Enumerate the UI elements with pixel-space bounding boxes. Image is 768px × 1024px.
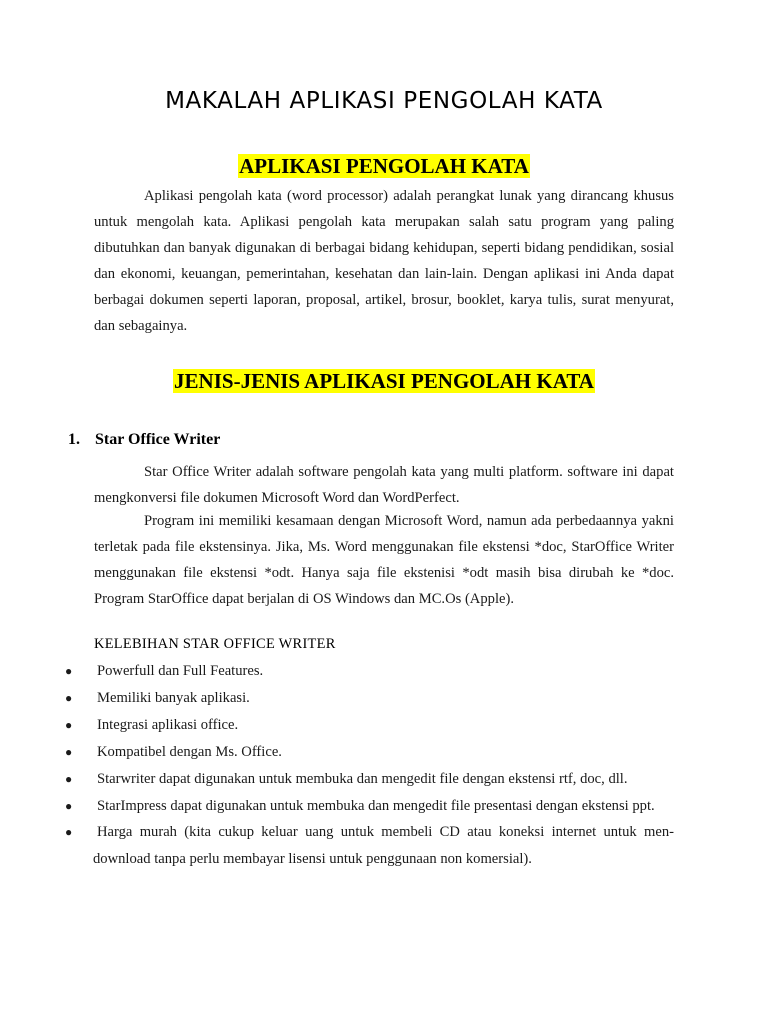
list-item-text: Integrasi aplikasi office. — [97, 716, 239, 733]
bullet-icon: ● — [65, 825, 73, 840]
star-office-paragraph-1: Star Office Writer adalah software pengolah kata yang multi platform. software ini dapat mengkonversi file dokumen Microsoft Word dan WordPerfect. — [94, 464, 674, 506]
subsection-title-text: Star Office Writer — [95, 431, 221, 448]
list-item-text: StarImpress dapat digunakan untuk membuka dan mengedit file presentasi dengan ekstensi ppt. — [97, 797, 655, 814]
subsection-title-star-office — [68, 431, 220, 449]
highlighted-heading-text: JENIS-JENIS APLIKASI PENGOLAH KATA — [174, 369, 594, 393]
advantages-heading: KELEBIHAN STAR OFFICE WRITER — [94, 636, 336, 652]
list-item-text: Memiliki banyak aplikasi. — [97, 689, 250, 706]
section-heading-jenis — [0, 369, 768, 394]
list-item — [60, 658, 674, 684]
bullet-icon: ● — [65, 798, 73, 813]
advantages-list — [60, 658, 674, 873]
intro-paragraph: Aplikasi pengolah kata (word processor) adalah perangkat lunak yang dirancang khusus untuk mengolah kata. Aplikasi pengolah kata merupakan salah satu program yang paling dibutuhkan dan banyak digunakan di berbagai bidang kehidupan, seperti bidang pendidikan, sosial dan ekonomi, keuangan, pemerintahan, kesehatan dan lain-lain. Dengan aplikasi ini Anda dapat berbagai dokumen seperti laporan, proposal, artikel, brosur, booklet, karya tulis, surat menyurat, dan sebagainya. — [94, 188, 674, 334]
list-item — [60, 739, 674, 765]
list-item — [60, 685, 674, 711]
document-title: MAKALAH APLIKASI PENGOLAH KATA — [165, 88, 603, 114]
list-item-text: Starwriter dapat digunakan untuk membuka dan mengedit file dengan ekstensi rtf, doc, dll. — [97, 770, 628, 787]
bullet-icon: ● — [65, 771, 73, 786]
bullet-icon: ● — [65, 717, 73, 732]
list-item-text: Powerfull dan Full Features. — [97, 663, 264, 679]
list-item-text: Kompatibel dengan Ms. Office. — [97, 743, 282, 760]
list-item — [60, 712, 674, 738]
star-office-paragraph-2: Program ini memiliki kesamaan dengan Microsoft Word, namun ada perbedaannya yakni terletak pada file ekstensinya. Jika, Ms. Word menggunakan file ekstensi *doc, StarOffice Writer menggunakan file ekstensi *odt. Hanya saja file ekstenisi *odt masih bisa dirubah ke *doc. Program StarOffice dapat berjalan di OS Windows dan MC.Os (Apple). — [94, 513, 674, 607]
list-item — [60, 766, 674, 792]
list-number: 1. — [68, 431, 80, 448]
list-item — [60, 819, 674, 872]
section-heading-aplikasi — [0, 154, 768, 179]
highlighted-heading-text: APLIKASI PENGOLAH KATA — [239, 154, 529, 178]
bullet-icon: ● — [65, 690, 73, 705]
bullet-icon: ● — [65, 744, 73, 759]
bullet-icon: ● — [65, 664, 73, 678]
list-item-text: Harga murah (kita cukup keluar uang untuk membeli CD atau koneksi internet untuk men-download tanpa perlu membayar lisensi untuk penggunaan non komersial). — [93, 824, 674, 867]
list-item — [60, 793, 674, 819]
